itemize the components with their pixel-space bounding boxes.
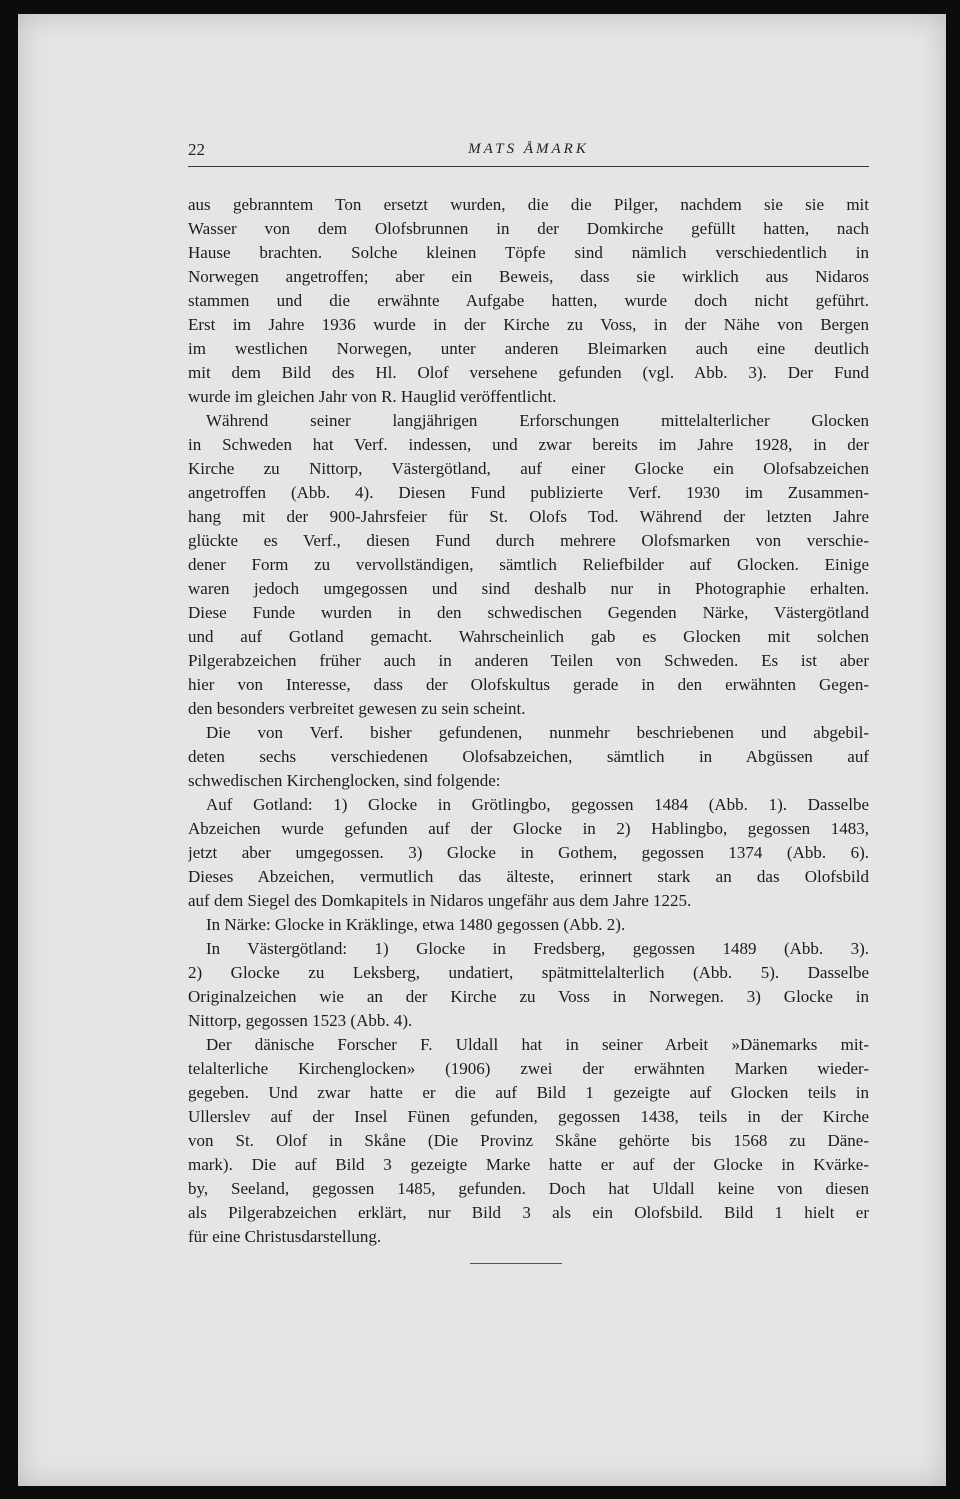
text-line: Erst im Jahre 1936 wurde in der Kirche zu Voss, in der Nähe von Bergen	[188, 315, 869, 334]
text-line: dener Form zu vervollständigen, sämtlich Reliefbilder auf Glocken. Einige	[188, 555, 869, 574]
text-line: Abzeichen wurde gefunden auf der Glocke in 2) Hablingbo, gegossen 1483,	[188, 819, 869, 838]
text-line: Diese Funde wurden in den schwedischen Gegenden Närke, Västergötland	[188, 603, 869, 622]
text-line: und auf Gotland gemacht. Wahrscheinlich gab es Glocken mit solchen	[188, 627, 869, 646]
text-line: hier von Interesse, dass der Olofskultus gerade in den erwähnten Gegen-	[188, 675, 869, 694]
text-line: für eine Christusdarstellung.	[188, 1227, 382, 1246]
text-line: by, Seeland, gegossen 1485, gefunden. Doch hat Uldall keine von diesen	[188, 1179, 869, 1198]
text-line: Der dänische Forscher F. Uldall hat in seiner Arbeit »Dänemarks mit-	[206, 1035, 869, 1054]
text-line: den besonders verbreitet gewesen zu sein scheint.	[188, 699, 526, 718]
text-line: Originalzeichen wie an der Kirche zu Voss in Norwegen. 3) Glocke in	[188, 987, 869, 1006]
text-line: gegeben. Und zwar hatte er die auf Bild 1 gezeigte auf Glocken teils in	[188, 1083, 869, 1102]
text-line: mit dem Bild des Hl. Olof versehene gefunden (vgl. Abb. 3). Der Fund	[188, 363, 869, 382]
text-line: waren jedoch umgegossen und sind deshalb nur in Photographie erhalten.	[188, 579, 869, 598]
text-line: aus gebranntem Ton ersetzt wurden, die die Pilger, nachdem sie sie mit	[188, 195, 869, 214]
text-line: Dieses Abzeichen, vermutlich das älteste, erinnert stark an das Olofsbild	[188, 867, 869, 886]
text-line: Pilgerabzeichen früher auch in anderen Teilen von Schweden. Es ist aber	[188, 651, 869, 670]
text-line: deten sechs verschiedenen Olofsabzeichen, sämtlich in Abgüssen auf	[188, 747, 869, 766]
text-line: Wasser von dem Olofsbrunnen in der Domkirche gefüllt hatten, nach	[188, 219, 869, 238]
text-line: Ullerslev auf der Insel Fünen gefunden, gegossen 1438, teils in der Kirche	[188, 1107, 869, 1126]
text-line: In Västergötland: 1) Glocke in Fredsberg, gegossen 1489 (Abb. 3).	[206, 939, 869, 958]
text-line: angetroffen (Abb. 4). Diesen Fund publizierte Verf. 1930 im Zusammen-	[188, 483, 869, 502]
page-header	[188, 140, 869, 167]
text-line: Auf Gotland: 1) Glocke in Grötlingbo, gegossen 1484 (Abb. 1). Dasselbe	[206, 795, 869, 814]
text-line: im westlichen Norwegen, unter anderen Bleimarken auch eine deutlich	[188, 339, 869, 358]
text-line: In Närke: Glocke in Kräklinge, etwa 1480 gegossen (Abb. 2).	[206, 915, 626, 934]
text-line: 2) Glocke zu Leksberg, undatiert, spätmittelalterlich (Abb. 5). Dasselbe	[188, 963, 869, 982]
text-line: in Schweden hat Verf. indessen, und zwar bereits im Jahre 1928, in der	[188, 435, 869, 454]
text-line: Während seiner langjährigen Erforschungen mittelalterlicher Glocken	[206, 411, 869, 430]
text-line: von St. Olof in Skåne (Die Provinz Skåne gehörte bis 1568 zu Däne-	[188, 1131, 869, 1150]
text-line: schwedischen Kirchenglocken, sind folgende:	[188, 771, 501, 790]
page-number: 22	[188, 140, 205, 159]
text-line: mark). Die auf Bild 3 gezeigte Marke hatte er auf der Glocke in Kvärke-	[188, 1155, 869, 1174]
text-line: Kirche zu Nittorp, Västergötland, auf einer Glocke ein Olofsabzeichen	[188, 459, 869, 478]
text-line: hang mit der 900-Jahrsfeier für St. Olofs Tod. Während der letzten Jahre	[188, 507, 869, 526]
text-line: wurde im gleichen Jahr von R. Hauglid veröffentlicht.	[188, 387, 557, 406]
running-title: MATS ÅMARK	[468, 141, 589, 157]
body-text	[188, 193, 869, 1249]
text-line: jetzt aber umgegossen. 3) Glocke in Gothem, gegossen 1374 (Abb. 6).	[188, 843, 869, 862]
text-line: Nittorp, gegossen 1523 (Abb. 4).	[188, 1011, 413, 1030]
text-line: als Pilgerabzeichen erklärt, nur Bild 3 als ein Olofsbild. Bild 1 hielt er	[188, 1203, 869, 1222]
text-line: auf dem Siegel des Domkapitels in Nidaros ungefähr aus dem Jahre 1225.	[188, 891, 692, 910]
text-line: Hause brachten. Solche kleinen Töpfe sind nämlich verschiedentlich in	[188, 243, 869, 262]
text-line: Norwegen angetroffen; aber ein Beweis, dass sie wirklich aus Nidaros	[188, 267, 869, 286]
text-line: Die von Verf. bisher gefundenen, nunmehr beschriebenen und abgebil-	[206, 723, 869, 742]
text-line: telalterliche Kirchenglocken» (1906) zwei der erwähnten Marken wieder-	[188, 1059, 869, 1078]
text-line: glückte es Verf., diesen Fund durch mehrere Olofsmarken von verschie-	[188, 531, 869, 550]
end-rule	[470, 1263, 562, 1264]
text-line: stammen und die erwähnte Aufgabe hatten, wurde doch nicht geführt.	[188, 291, 869, 310]
